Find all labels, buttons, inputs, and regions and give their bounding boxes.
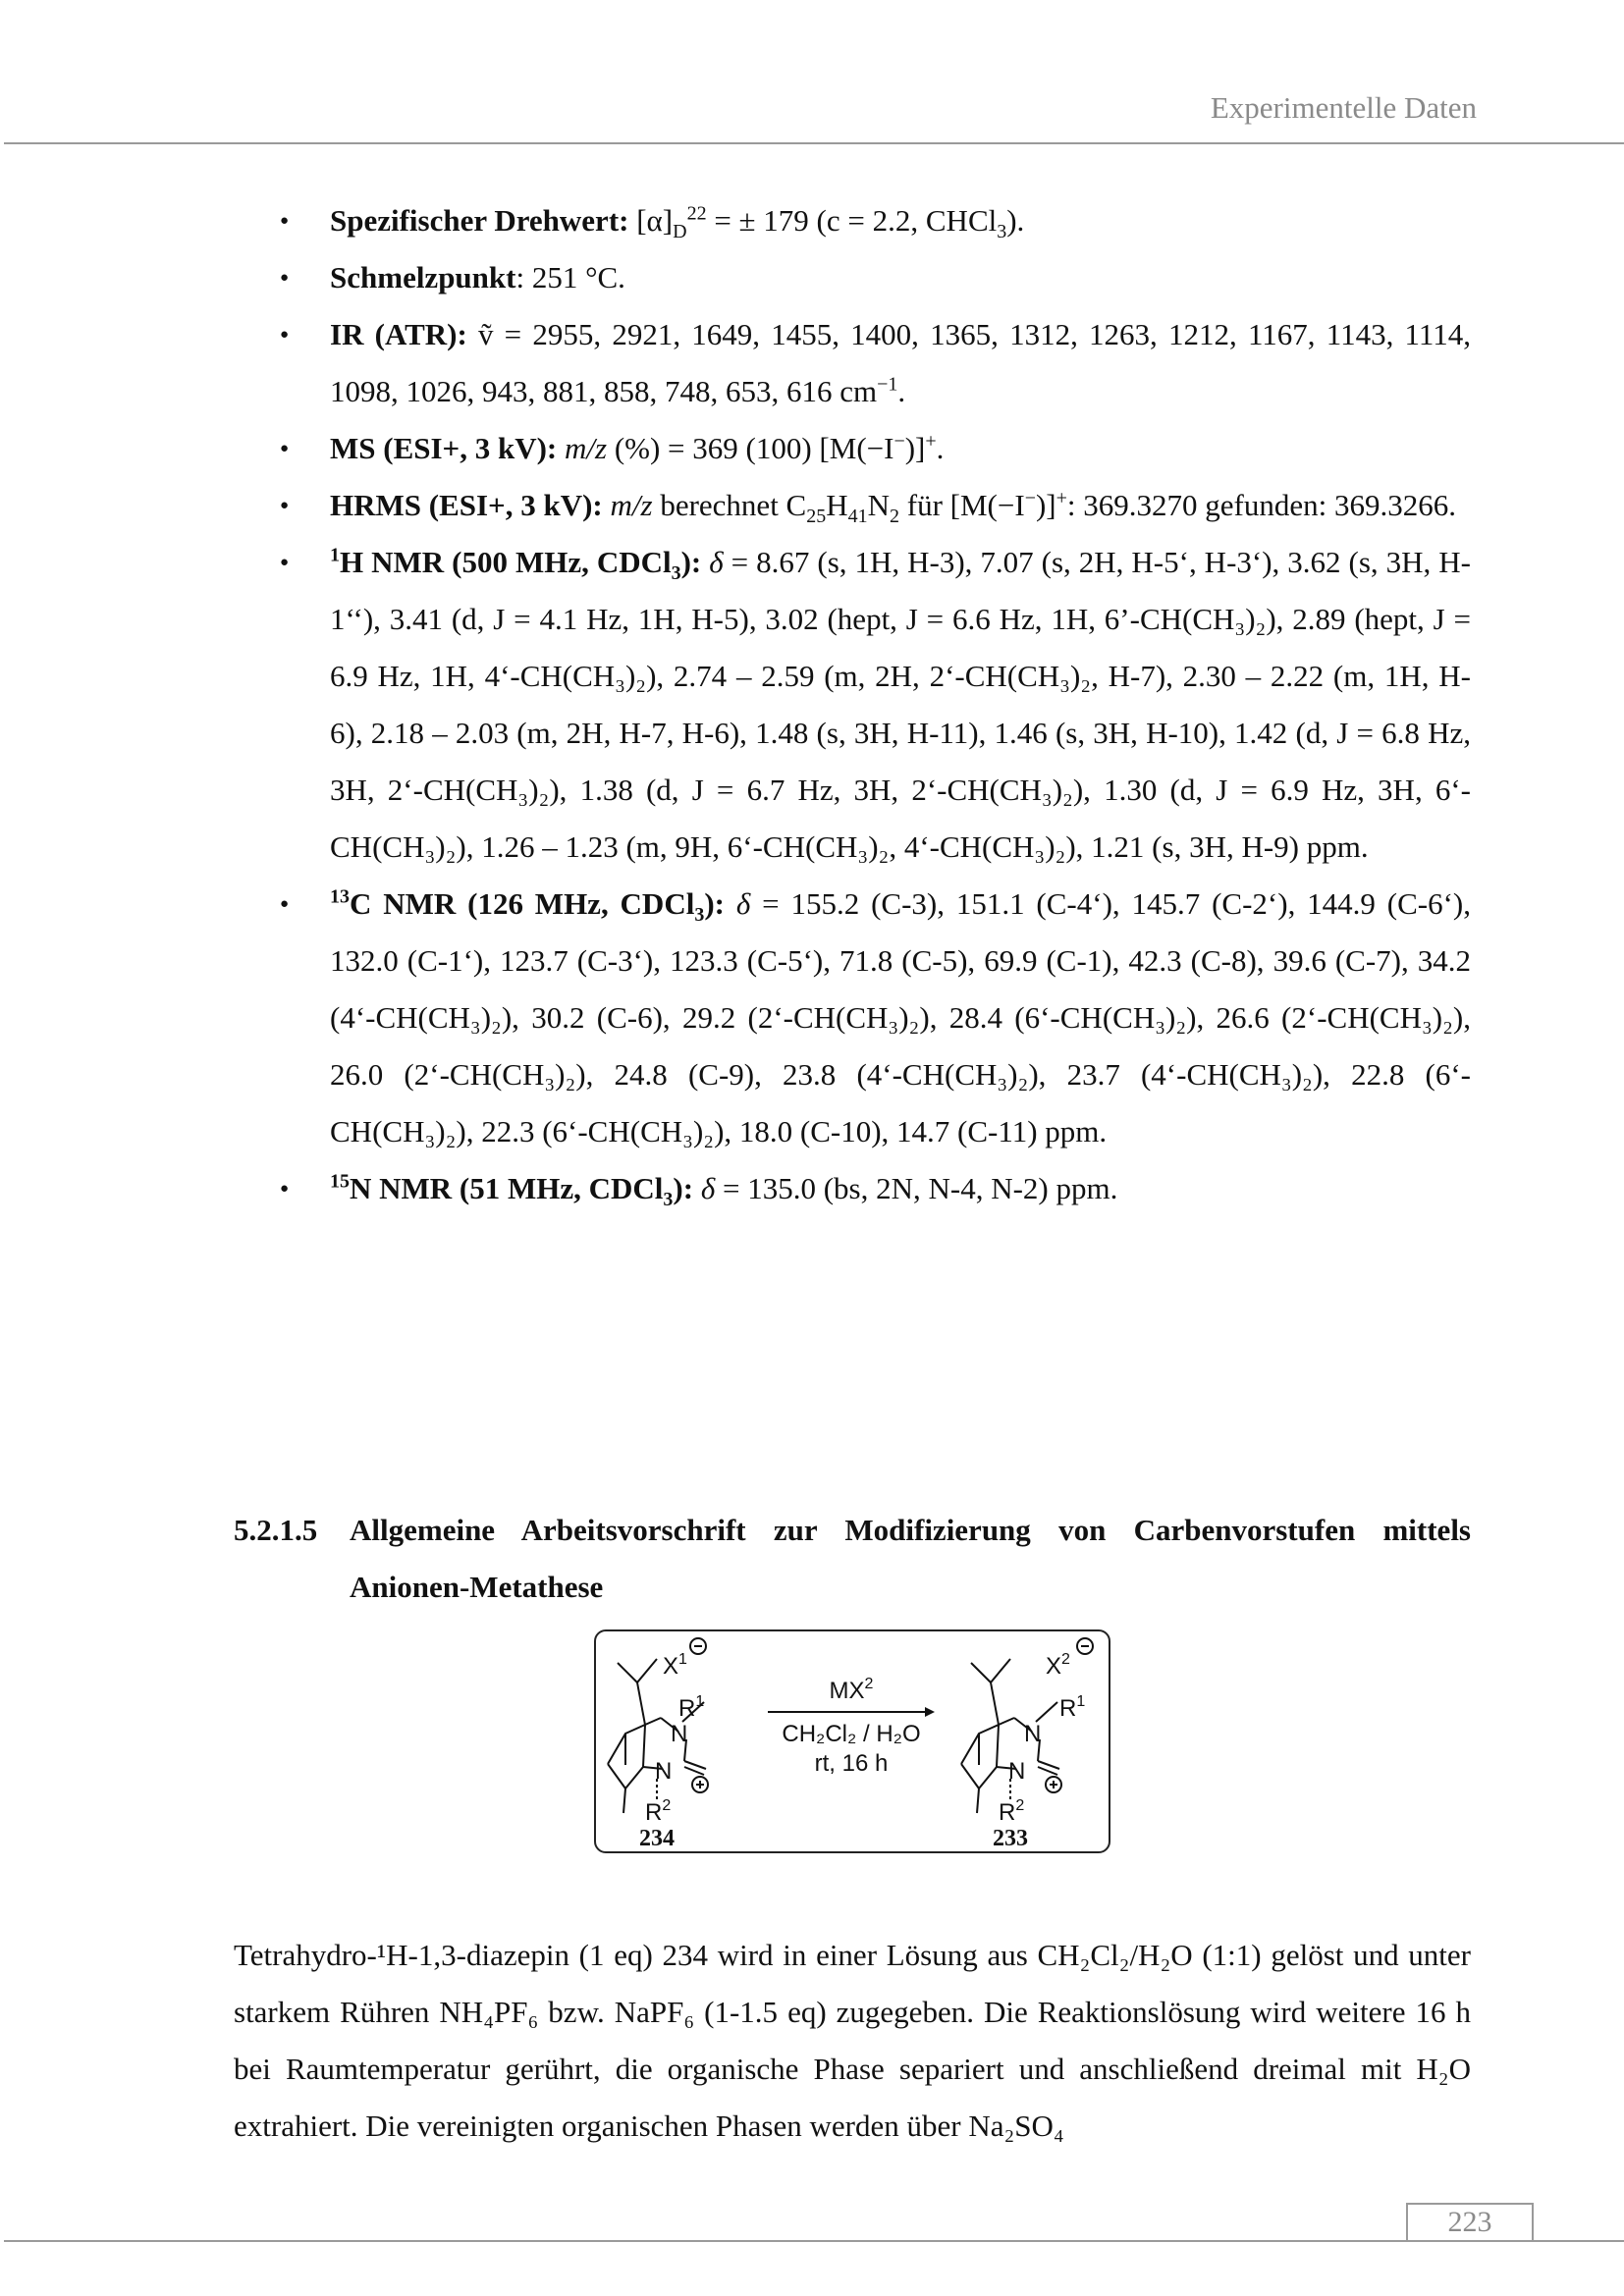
melting-point-label: Schmelzpunkt — [330, 260, 516, 294]
optical-rotation-end: ). — [1006, 203, 1025, 238]
hrms-s3: 2 — [890, 506, 900, 528]
ir-value: ṽ = 2955, 2921, 1649, 1455, 1400, 1365, 1312, 1263, 1212, 1167, 1143, 1114, 1098, 1026, 943, 881, 858, 748, 653, 616 cm — [330, 317, 1471, 408]
list-item-c-nmr — [234, 876, 1471, 1160]
reagent-label: $MX^2$ — [829, 1676, 874, 1704]
h-nmr-delta: δ — [709, 545, 724, 579]
properties-section — [234, 192, 1471, 1217]
c-nmr-label: C NMR (126 MHz, CDCl — [350, 886, 695, 921]
ir-sup: −1 — [877, 373, 898, 396]
c-nmr-sup: 13 — [330, 885, 350, 908]
optical-rotation-alpha: [α] — [636, 203, 674, 238]
optical-rotation-sub2: 3 — [997, 221, 1007, 243]
list-item-n-nmr — [234, 1160, 1471, 1217]
ms-mz: m/z — [565, 431, 608, 465]
c-nmr-data: = 155.2 (C-3), 151.1 (C-4‘), 145.7 (C-2‘), 144.9 (C-6‘), 132.0 (C-1‘), 123.7 (C-3‘), 123.3 (C-5‘), 71.8 (C-5), 69.9 (C-1), 42.3 (C-8), 39.6 (C-7), 34.2 (4‘-CH(CH₃)₂), 30.2 (C-6), 29.2 (2‘-CH(CH₃)₂), 28.4 (6‘-CH(CH₃)₂), 26.6 (2‘-CH(CH₃)₂), 26.0 (2‘-CH(CH₃)₂), 24.8 (C-9), 23.8 (4‘-CH(CH₃)₂), 23.7 (4‘-CH(CH₃)₂), 22.8 (6‘-CH(CH₃)₂), 22.3 (6‘-CH(CH₃)₂), 18.0 (C-10), 14.7 (C-11) ppm. — [330, 886, 1471, 1148]
hrms-sup2: + — [1056, 487, 1067, 509]
right-n-top: N — [1024, 1721, 1042, 1747]
list-item-ms — [234, 420, 1471, 477]
page-number: 223 — [1447, 2206, 1492, 2238]
running-header-title: Experimentelle Daten — [1210, 90, 1477, 125]
h-nmr-sup: 1 — [330, 544, 340, 566]
ms-mid: )] — [904, 431, 926, 465]
n-nmr-labsub: 3 — [663, 1189, 674, 1211]
optical-rotation-value: = ± 179 (c = 2.2, CHCl — [706, 203, 998, 238]
reaction-scheme-drawing — [596, 1631, 1109, 1851]
h-nmr-label: H NMR (500 MHz, CDCl — [340, 545, 672, 579]
left-anion: $X^1$ — [663, 1651, 687, 1680]
property-list — [234, 192, 1471, 1217]
section-number: 5.2.1.5 — [234, 1513, 318, 1547]
n-nmr-label: N NMR (51 MHz, CDCl — [350, 1171, 664, 1205]
ms-sup2: + — [925, 430, 937, 453]
hrms-t5: )] — [1035, 488, 1056, 522]
n-nmr-data: = 135.0 (bs, 2N, N-4, N-2) ppm. — [715, 1171, 1118, 1205]
hrms-s1: 25 — [806, 506, 827, 528]
ir-label: IR (ATR): — [330, 317, 467, 351]
ms-label: MS (ESI+, 3 kV): — [330, 431, 558, 465]
c-nmr-delta: δ — [735, 886, 751, 921]
optical-rotation-sup: 22 — [686, 202, 707, 225]
melting-point-value: : 251 °C. — [515, 260, 625, 294]
right-anion: $X^2$ — [1046, 1651, 1070, 1680]
ms-sup1: − — [893, 430, 905, 453]
solvent-label: CH₂Cl₂ / H₂O — [782, 1721, 921, 1747]
left-r1: $R^1$ — [678, 1693, 705, 1722]
c-nmr-labsub: 3 — [694, 904, 705, 927]
n-nmr-sup: 15 — [330, 1170, 350, 1193]
conditions-label: rt, 16 h — [814, 1750, 889, 1777]
left-compound-number: 234 — [639, 1826, 675, 1851]
right-n-bottom: N — [1008, 1758, 1026, 1785]
hrms-mz: m/z — [610, 488, 653, 522]
right-compound-number: 233 — [993, 1826, 1028, 1851]
list-item-h-nmr — [234, 534, 1471, 876]
left-r2: $R^2$ — [645, 1797, 672, 1826]
list-item-optical-rotation — [234, 192, 1471, 249]
hrms-t6: : 369.3270 gefunden: 369.3266. — [1066, 488, 1456, 522]
hrms-t2: H — [826, 488, 848, 522]
hrms-t1: berechnet C — [652, 488, 807, 522]
molecule-234 — [608, 1638, 708, 1813]
reaction-arrow — [768, 1707, 935, 1717]
optical-rotation-label: Spezifischer Drehwert: — [330, 203, 629, 238]
h-nmr-data: = 8.67 (s, 1H, H-3), 7.07 (s, 2H, H-5‘, H-3‘), 3.62 (s, 3H, H-1‘‘), 3.41 (d, J = 4.1 Hz, 1H, H-5), 3.02 (hept, J = 6.6 Hz, 1H, 6’-CH(CH₃)₂), 2.89 (hept, J = 6.9 Hz, 1H, 4‘-CH(CH₃)₂), 2.74 – 2.59 (m, 2H, 2‘-CH(CH₃)₂, H-7), 2.30 – 2.22 (m, 1H, H-6), 2.18 – 2.03 (m, 2H, H-7, H-6), 1.48 (s, 3H, H-11), 1.46 (s, 3H, H-10), 1.42 (d, J = 6.8 Hz, 3H, 2‘-CH(CH₃)₂), 1.38 (d, J = 6.7 Hz, 3H, 2‘-CH(CH₃)₂), 1.30 (d, J = 6.9 Hz, 3H, 6‘-CH(CH₃)₂), 1.26 – 1.23 (m, 9H, 6‘-CH(CH₃)₂, 4‘-CH(CH₃)₂), 1.21 (s, 3H, H-9) ppm. — [330, 545, 1471, 864]
hrms-sup1: − — [1024, 487, 1036, 509]
right-r1: $R^1$ — [1059, 1693, 1086, 1722]
hrms-t3: N — [867, 488, 891, 522]
header-rule — [4, 142, 1624, 144]
list-item-hrms — [234, 477, 1471, 534]
h-nmr-labsub: 3 — [671, 562, 681, 585]
ir-end: . — [897, 374, 906, 408]
section-heading — [234, 1502, 1471, 1616]
c-nmr-labend: ): — [704, 886, 725, 921]
procedure-paragraph: Tetrahydro-¹H-1,3-diazepin (1 eq) 234 wird in einer Lösung aus CH₂Cl₂/H₂O (1:1) gelöst und unter starkem Rühren NH₄PF₆ bzw. NaPF₆ (1-1.5 eq) zugegeben. Die Reaktionslösung wird weitere 16 h bei Raumtemperatur gerührt, die organische Phase separiert und anschließend dreimal mit H₂O extrahiert. Die vereinigten organischen Phasen werden über Na₂SO₄ — [234, 1938, 1471, 2143]
footer-rule — [4, 2240, 1624, 2242]
left-n-bottom: N — [655, 1758, 673, 1785]
section-title: Allgemeine Arbeitsvorschrift zur Modifizierung von Carbenvorstufen mittels Anionen-Metathese — [350, 1513, 1471, 1604]
ms-value: (%) = 369 (100) [M(−I — [607, 431, 894, 465]
hrms-s2: 41 — [847, 506, 868, 528]
list-item-ir — [234, 306, 1471, 420]
n-nmr-delta: δ — [700, 1171, 716, 1205]
hrms-label: HRMS (ESI+, 3 kV): — [330, 488, 603, 522]
ms-end: . — [936, 431, 945, 465]
left-n-top: N — [671, 1721, 688, 1747]
hrms-t4: für [M(−I — [899, 488, 1025, 522]
reaction-scheme — [594, 1629, 1110, 1853]
h-nmr-labend: ): — [680, 545, 702, 579]
right-r2: $R^2$ — [999, 1797, 1025, 1826]
list-item-melting-point — [234, 249, 1471, 306]
n-nmr-labend: ): — [673, 1171, 694, 1205]
optical-rotation-sub: D — [673, 221, 687, 243]
